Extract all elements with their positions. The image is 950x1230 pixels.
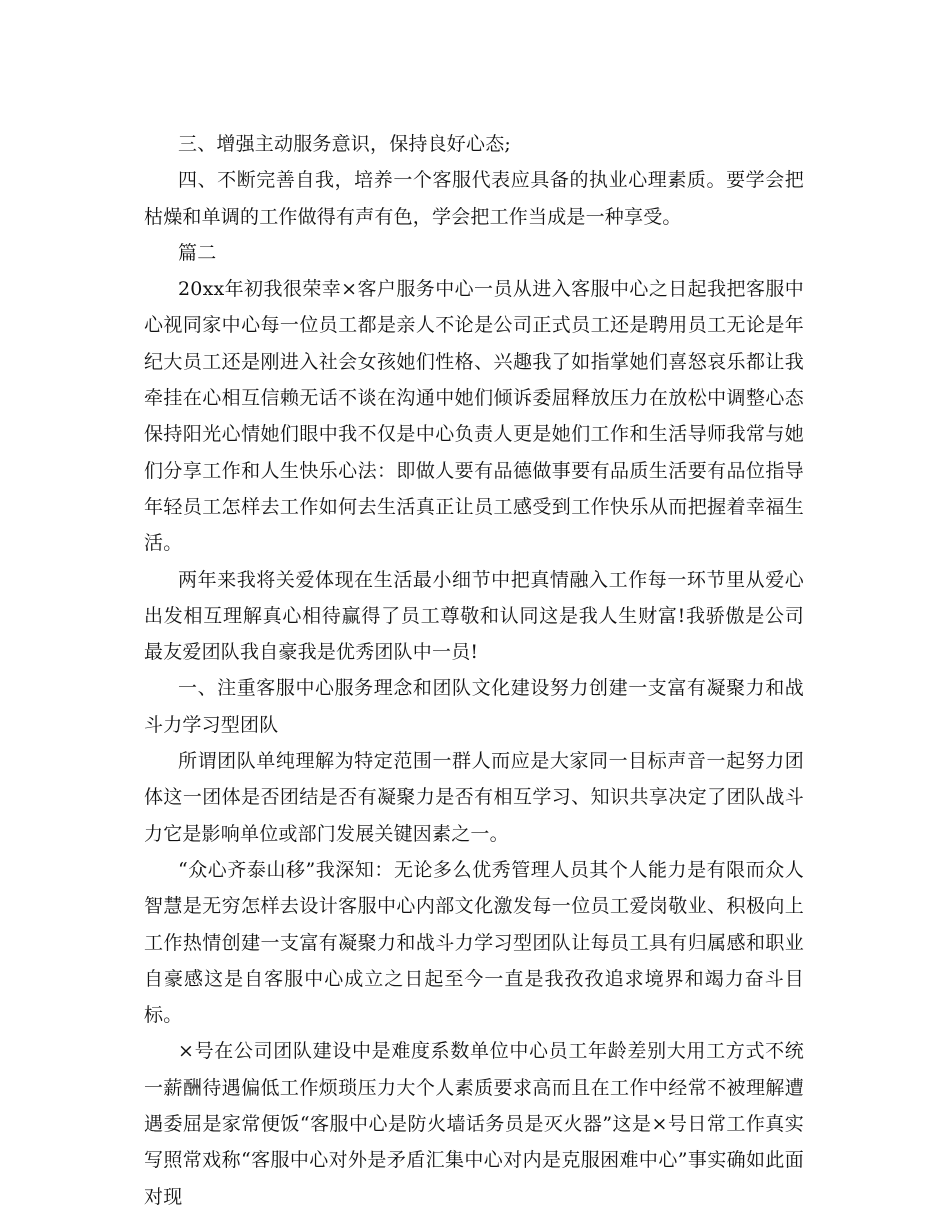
paragraph: 两年来我将关爱体现在生活最小细节中把真情融入工作每一环节里从爱心出发相互理解真心相待赢得了员工尊敬和认同这是我人生财富!我骄傲是公司最友爱团队我自豪我是优秀团队中一员! (144, 568, 804, 664)
section-heading: 篇二 (178, 241, 217, 264)
paragraph: ×号在公司团队建设中是难度系数单位中心员工年龄差别大用工方式不统一薪酬待遇偏低工作烦琐压力大个人素质要求高而且在工作中经常不被理解遭遇委屈是家常便饭“客服中心是防火墙话务员是灭火器”这是×号日常工作真实写照常戏称“客服中心对外是矛盾汇集中心对内是克服困难中心”事实确如此面对现 (144, 1040, 804, 1208)
paragraph: 三、增强主动服务意识，保持良好心态; (178, 133, 512, 155)
paragraph: 四、不断完善自我，培养一个客服代表应具备的执业心理素质。要学会把枯燥和单调的工作做得有声有色，学会把工作当成是一种享受。 (144, 169, 804, 228)
paragraph: 20xx年初我很荣幸×客户服务中心一员从进入客服中心之日起我把客服中心视同家中心每一位员工都是亲人不论是公司正式员工还是聘用员工无论是年纪大员工还是刚进入社会女孩她们性格、兴趣我了如指掌她们喜怒哀乐都让我牵挂在心相互信赖无话不谈在沟通中她们倾诉委屈释放压力在放松中调整心态保持阳光心情她们眼中我不仅是中心负责人更是她们工作和生活导师我常与她们分享工作和人生快乐心法：即做人要有品德做事要有品质生活要有品位指导年轻员工怎样去工作如何去生活真正让员工感受到工作快乐从而把握着幸福生活。 (144, 278, 804, 555)
document-body (144, 126, 804, 1215)
paragraph: 一、注重客服中心服务理念和团队文化建设努力创建一支富有凝聚力和战斗力学习型团队 (144, 677, 804, 736)
paragraph: 所谓团队单纯理解为特定范围一群人而应是大家同一目标声音一起努力团体这一团体是否团结是否有凝聚力是否有相互学习、知识共享决定了团队战斗力它是影响单位或部门发展关键因素之一。 (144, 750, 804, 845)
paragraph: “众心齐泰山移”我深知：无论多么优秀管理人员其个人能力是有限而众人智慧是无穷怎样去设计客服中心内部文化激发每一位员工爱岗敬业、积极向上工作热情创建一支富有凝聚力和战斗力学习型团队让每员工具有归属感和职业自豪感这是自客服中心成立之日起至今一直是我孜孜追求境界和竭力奋斗目标。 (144, 858, 804, 1027)
